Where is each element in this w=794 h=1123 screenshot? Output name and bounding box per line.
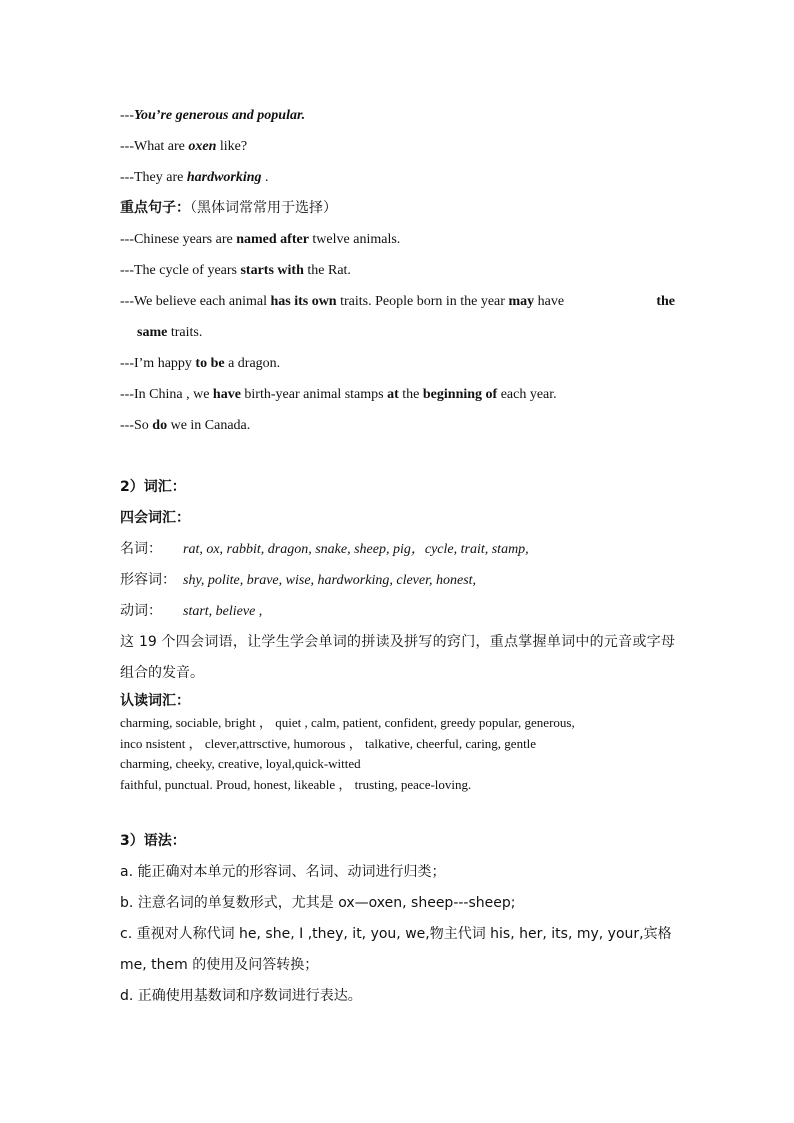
key-sentence: ---I’m happy to be a dragon. (120, 356, 281, 371)
key-sentence: ---So do we in Canada. (120, 418, 251, 433)
bold-phrase: You’re generous and popular. (134, 108, 306, 123)
grammar-item-c: c. 重视对人称代词 he, she, I ,they, it, you, we,物主代词 his, her, its, my, your,宾格 (120, 926, 672, 942)
dialog-line (120, 100, 675, 131)
spacer (120, 441, 675, 472)
key-sentences-heading: 重点句子：（黑体词常常用于选择） (120, 200, 337, 216)
dash: --- (120, 108, 134, 123)
dialog-line: ---They are hardworking . (120, 170, 269, 185)
vocab-heading: 2）词汇： (120, 479, 186, 495)
key-sentence: ---The cycle of years starts with the Rat. (120, 263, 351, 278)
recognize-line: faithful, punctual. Proud, honest, likeable ， trusting, peace-loving. (120, 776, 472, 792)
grammar-item-b: b. 注意名词的单复数形式，尤其是 ox—oxen, sheep---sheep; (120, 895, 516, 911)
grammar-heading: 3）语法： (120, 833, 186, 849)
document-page (120, 100, 675, 1012)
grammar-item-a: a. 能正确对本单元的形容词、名词、动词进行归类； (120, 864, 446, 880)
grammar-item-d: d. 正确使用基数词和序数词进行表达。 (120, 988, 362, 1004)
dialog-line: ---What are oxen like? (120, 139, 248, 154)
key-sentence: ---In China , we have birth-year animal stamps at the beginning of each year. (120, 387, 557, 402)
recognize-heading: 认读词汇： (120, 693, 190, 709)
spacer (120, 795, 675, 826)
vocab-note: 这 19 个四会词语，让学生学会单词的拼读及拼写的窍门，重点掌握单词中的元音或字母组合的发音。 (120, 634, 675, 681)
bold-word: oxen (188, 139, 217, 154)
bold-word: hardworking (186, 170, 262, 185)
recognize-line: inco nsistent ， clever,attrsctive, humorous ， talkative, cheerful, caring, gentle (120, 735, 537, 751)
four-skill-heading: 四会词汇： (120, 510, 190, 526)
recognize-line: charming, sociable, bright ， quiet , calm, patient, confident, greedy popular, generous, (120, 715, 575, 730)
key-sentence: ---Chinese years are named after twelve animals. (120, 232, 401, 247)
key-sentence: ---We believe each animal has its own traits. People born in the year may have the (120, 294, 675, 309)
noun-row: 名词： rat, ox, rabbit, dragon, snake, sheep, pig，cycle, trait, stamp, (120, 541, 529, 557)
recognize-line: charming, cheeky, creative, loyal,quick-witted (120, 756, 361, 771)
adjective-row: 形容词： shy, polite, brave, wise, hardworking, clever, honest, (120, 572, 477, 588)
grammar-item-c-continued: me, them 的使用及问答转换； (120, 957, 319, 973)
verb-row: 动词： start, believe , (120, 603, 263, 619)
key-sentence-continued: same traits. (137, 325, 203, 340)
